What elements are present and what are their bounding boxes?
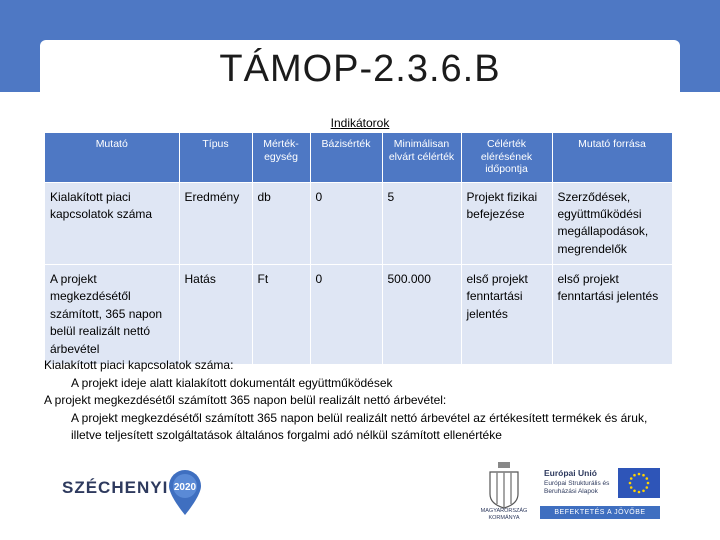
header-celertek-idopontja: Célérték elérésének időpontja bbox=[461, 133, 552, 182]
cell-celertek-idopontja: Projekt fizikai befejezése bbox=[461, 182, 552, 265]
header-mertekegyseg: Mérték- egység bbox=[252, 133, 310, 182]
note-1-text: A projekt ideje alatt kialakított dokumentált együttműködések bbox=[71, 375, 393, 390]
location-pin-icon bbox=[166, 468, 204, 516]
cell-tipus: Hatás bbox=[179, 265, 252, 365]
note-1-title: Kialakított piaci kapcsolatok száma: bbox=[44, 358, 234, 372]
header-mutato: Mutató bbox=[45, 133, 179, 182]
szechenyi-2020-logo bbox=[58, 466, 218, 516]
eu-logo bbox=[540, 466, 660, 521]
cell-tipus: Eredmény bbox=[179, 182, 252, 265]
cell-celertek-idopontja: első projekt fenntartási jelentés bbox=[461, 265, 552, 365]
cell-mutato-forrasa: első projekt fenntartási jelentés bbox=[552, 265, 672, 365]
cell-mutato: Kialakított piaci kapcsolatok száma bbox=[45, 182, 179, 265]
note-2-text: A projekt megkezdésétől számított 365 napon belül realizált nettó árbevétel az értékesített termékek és áruk, illetve teljesített szolgáltatások általános forgalmi adó nélkül számított ellenértéke bbox=[71, 410, 648, 442]
szechenyi-logo-year: 2020 bbox=[173, 482, 197, 493]
eu-title: Európai Unió bbox=[544, 468, 597, 478]
eu-subtitle: Európai Strukturális és Beruházási Alapok bbox=[544, 480, 610, 496]
szechenyi-logo-text: SZÉCHENYI bbox=[62, 478, 169, 497]
table-row bbox=[45, 265, 672, 365]
crest-caption-line-2: KORMÁNYA bbox=[488, 514, 520, 521]
eu-banner: BEFEKTETÉS A JÖVŐBE bbox=[540, 506, 660, 519]
cell-mertekegyseg: db bbox=[252, 182, 310, 265]
note-2-title: A projekt megkezdésétől számított 365 napon belül realizált nettó árbevétel: bbox=[44, 393, 447, 407]
cell-mutato-forrasa: Szerződések, együttműködési megállapodások, megrendelők bbox=[552, 182, 672, 265]
definitions bbox=[44, 357, 674, 445]
header-mutato-forrasa: Mutató forrása bbox=[552, 133, 672, 182]
header-bazisertek: Bázisérték bbox=[310, 133, 382, 182]
cell-bazisertek: 0 bbox=[310, 182, 382, 265]
cell-minimalis-celertek: 500.000 bbox=[382, 265, 461, 365]
crest-caption-line-1: MAGYARORSZÁG bbox=[480, 508, 528, 514]
slide-title: TÁMOP-2.3.6.B bbox=[219, 48, 501, 90]
table-row bbox=[45, 182, 672, 265]
crest-caption bbox=[468, 508, 540, 521]
eu-flag-icon bbox=[618, 468, 660, 498]
header-tipus: Típus bbox=[179, 133, 252, 182]
indicator-table bbox=[45, 133, 673, 365]
header-minimalis-celertek: Minimálisan elvárt célérték bbox=[382, 133, 461, 182]
cell-minimalis-celertek: 5 bbox=[382, 182, 461, 265]
table-header-row bbox=[45, 133, 672, 182]
cell-mutato: A projekt megkezdésétől számított, 365 napon belül realizált nettó árbevétel bbox=[45, 265, 179, 365]
cell-bazisertek: 0 bbox=[310, 265, 382, 365]
cell-mertekegyseg: Ft bbox=[252, 265, 310, 365]
table-caption: Indikátorok bbox=[330, 116, 390, 130]
